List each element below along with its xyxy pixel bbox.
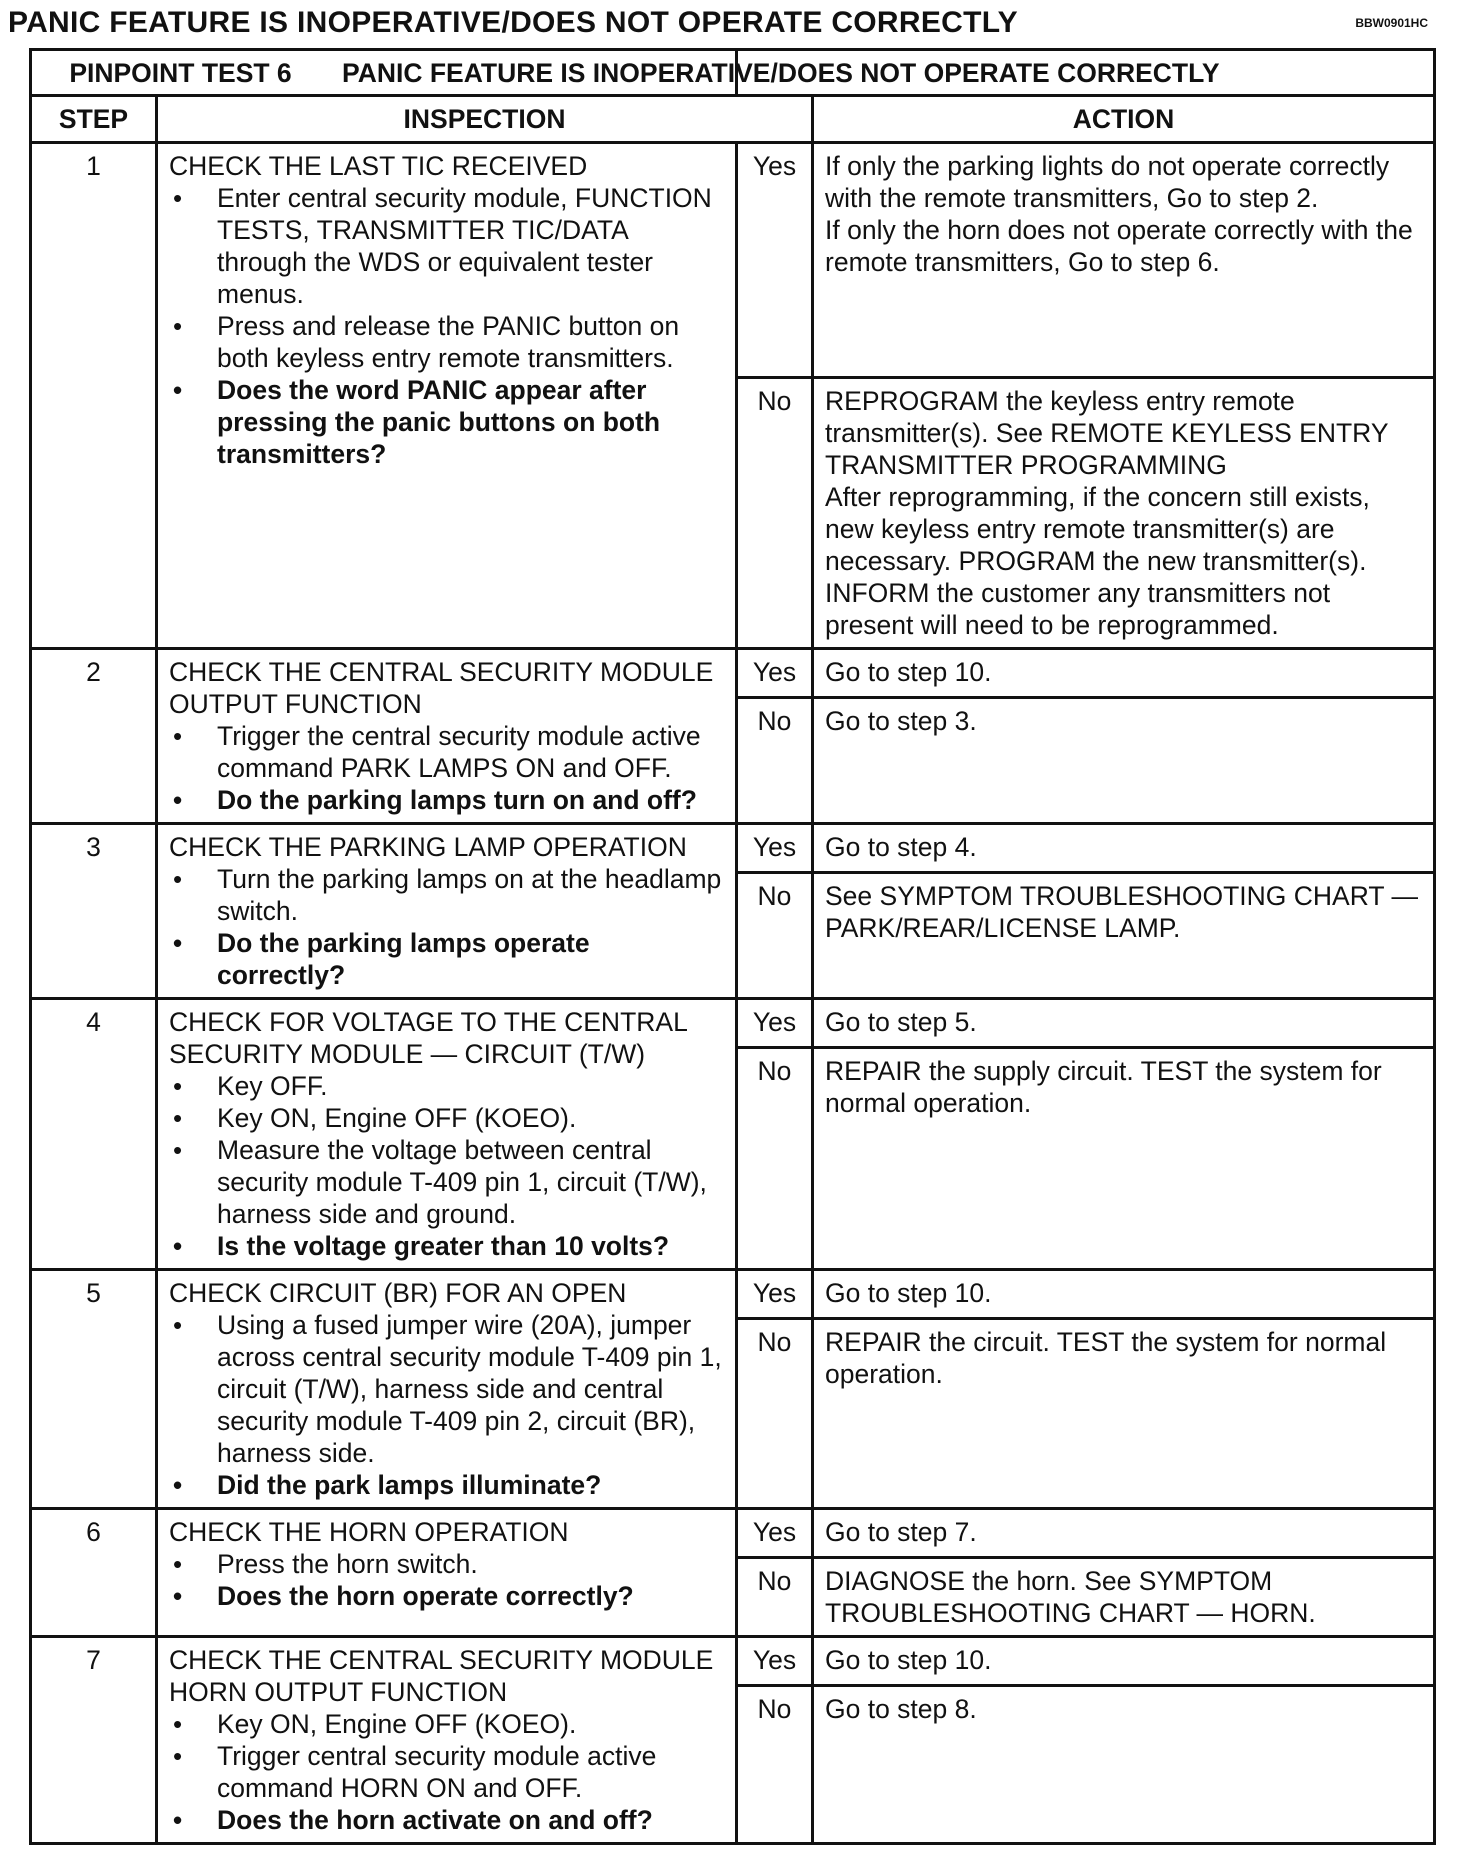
inspection-cell	[157, 1270, 737, 1509]
inspection-heading: CHECK THE HORN OPERATION	[169, 1517, 569, 1547]
yes-label: Yes	[737, 143, 813, 378]
header-row	[31, 96, 1435, 143]
inspection-question: • Do the parking lamps turn on and off?	[169, 784, 724, 816]
yes-action	[813, 824, 1435, 873]
no-label: No	[737, 1558, 813, 1637]
inspection-cell	[157, 143, 737, 649]
figure-code: BBW0901HC	[1355, 16, 1428, 30]
inspection-heading: CHECK THE LAST TIC RECEIVED	[169, 151, 588, 181]
inspection-question: • Does the word PANIC appear after pressing the panic buttons on both transmitters?	[169, 374, 724, 470]
step-row	[31, 143, 1435, 378]
test-label-cell	[31, 50, 1220, 96]
inspection-bullet: • Turn the parking lamps on at the headlamp switch.	[169, 863, 724, 927]
page-title: PANIC FEATURE IS INOPERATIVE/DOES NOT OPERATE CORRECTLY	[8, 6, 1018, 39]
inspection-heading: CHECK CIRCUIT (BR) FOR AN OPEN	[169, 1278, 627, 1308]
action-text: If only the parking lights do not operate correctly with the remote transmitters, Go to step 2.	[825, 151, 1390, 213]
inspection-bullets	[169, 863, 724, 991]
step-number: 5	[31, 1270, 157, 1509]
yes-label: Yes	[737, 1637, 813, 1686]
inspection-bullet: • Key ON, Engine OFF (KOEO).	[169, 1102, 724, 1134]
action-text: REPROGRAM the keyless entry remote transmitter(s). See REMOTE KEYLESS ENTRY TRANSMITTER PROGRAMMING	[825, 386, 1389, 480]
inspection-question: • Is the voltage greater than 10 volts?	[169, 1230, 724, 1262]
action-text: REPAIR the supply circuit. TEST the system for normal operation.	[825, 1056, 1382, 1118]
inspection-bullet: • Key ON, Engine OFF (KOEO).	[169, 1708, 724, 1740]
no-action	[813, 698, 1435, 824]
no-label: No	[737, 698, 813, 824]
step-row	[31, 1270, 1435, 1319]
inspection-heading: CHECK FOR VOLTAGE TO THE CENTRAL SECURITY MODULE — CIRCUIT (T/W)	[169, 1007, 687, 1069]
action-text: Go to step 4.	[825, 832, 977, 862]
step-row	[31, 1637, 1435, 1686]
inspection-cell	[157, 1637, 737, 1844]
inspection-bullets	[169, 720, 724, 816]
step-row	[31, 824, 1435, 873]
step-number: 7	[31, 1637, 157, 1844]
yes-label: Yes	[737, 999, 813, 1048]
no-action	[813, 873, 1435, 999]
no-action	[813, 1558, 1435, 1637]
yes-label: Yes	[737, 1270, 813, 1319]
step-row	[31, 1509, 1435, 1558]
step-number: 1	[31, 143, 157, 649]
action-text: After reprogramming, if the concern still exists, new keyless entry remote transmitter(s) are necessary. PROGRAM the new transmitter(s). INFORM the customer any transmitters not present will need to be reprogrammed.	[825, 482, 1370, 640]
inspection-heading: CHECK THE PARKING LAMP OPERATION	[169, 832, 687, 862]
inspection-bullets	[169, 1548, 724, 1612]
inspection-bullet: • Trigger central security module active command HORN ON and OFF.	[169, 1740, 724, 1804]
inspection-heading: CHECK THE CENTRAL SECURITY MODULE OUTPUT FUNCTION	[169, 657, 714, 719]
no-label: No	[737, 873, 813, 999]
no-label: No	[737, 378, 813, 649]
inspection-bullet: • Trigger the central security module active command PARK LAMPS ON and OFF.	[169, 720, 724, 784]
header-step: STEP	[31, 96, 157, 143]
inspection-cell	[157, 999, 737, 1270]
step-number: 4	[31, 999, 157, 1270]
action-text: DIAGNOSE the horn. See SYMPTOM TROUBLESHOOTING CHART — HORN.	[825, 1566, 1316, 1628]
action-text: Go to step 10.	[825, 657, 992, 687]
no-action	[813, 1048, 1435, 1270]
inspection-question: • Does the horn activate on and off?	[169, 1804, 724, 1836]
test-label: PINPOINT TEST 6	[69, 58, 292, 88]
inspection-cell	[157, 824, 737, 999]
header-inspection: INSPECTION	[157, 96, 813, 143]
inspection-bullet: • Press and release the PANIC button on both keyless entry remote transmitters.	[169, 310, 724, 374]
yes-label: Yes	[737, 824, 813, 873]
inspection-bullets	[169, 1708, 724, 1836]
step-number: 3	[31, 824, 157, 999]
yes-action	[813, 649, 1435, 698]
step-number: 6	[31, 1509, 157, 1637]
step-row	[31, 649, 1435, 698]
action-text: If only the horn does not operate correctly with the remote transmitters, Go to step 6.	[825, 215, 1413, 277]
step-number: 2	[31, 649, 157, 824]
inspection-cell	[157, 649, 737, 824]
yes-action	[813, 1270, 1435, 1319]
inspection-bullet: • Using a fused jumper wire (20A), jumper across central security module T-409 pin 1, circuit (T/W), harness side and central security module T-409 pin 2, circuit (BR), harness side.	[169, 1309, 724, 1469]
action-text: REPAIR the circuit. TEST the system for normal operation.	[825, 1327, 1387, 1389]
no-action	[813, 1319, 1435, 1509]
yes-label: Yes	[737, 1509, 813, 1558]
steps-body	[31, 143, 1435, 1844]
header-action: ACTION	[813, 96, 1435, 143]
no-label: No	[737, 1686, 813, 1844]
yes-action	[813, 1637, 1435, 1686]
inspection-bullet: • Key OFF.	[169, 1070, 724, 1102]
inspection-bullet: • Press the horn switch.	[169, 1548, 724, 1580]
action-text: See SYMPTOM TROUBLESHOOTING CHART — PARK/REAR/LICENSE LAMP.	[825, 881, 1418, 943]
no-label: No	[737, 1319, 813, 1509]
inspection-bullet: • Measure the voltage between central security module T-409 pin 1, circuit (T/W), harness side and ground.	[169, 1134, 724, 1230]
inspection-bullets	[169, 1309, 724, 1501]
action-text: Go to step 7.	[825, 1517, 977, 1547]
action-text: Go to step 10.	[825, 1645, 992, 1675]
action-text: Go to step 8.	[825, 1694, 977, 1724]
no-action	[813, 378, 1435, 649]
inspection-question: • Do the parking lamps operate correctly?	[169, 927, 724, 991]
inspection-question: • Does the horn operate correctly?	[169, 1580, 724, 1612]
no-action	[813, 1686, 1435, 1844]
yes-action	[813, 1509, 1435, 1558]
no-label: No	[737, 1048, 813, 1270]
inspection-bullets	[169, 182, 724, 470]
action-text: Go to step 5.	[825, 1007, 977, 1037]
inspection-heading: CHECK THE CENTRAL SECURITY MODULE HORN OUTPUT FUNCTION	[169, 1645, 714, 1707]
yes-action	[813, 999, 1435, 1048]
inspection-bullets	[169, 1070, 724, 1262]
inspection-question: • Did the park lamps illuminate?	[169, 1469, 724, 1501]
yes-action	[813, 143, 1435, 378]
test-title-row	[31, 50, 1435, 96]
inspection-bullet: • Enter central security module, FUNCTION TESTS, TRANSMITTER TIC/DATA through the WDS or equivalent tester menus.	[169, 182, 724, 310]
inspection-cell	[157, 1509, 737, 1637]
yes-label: Yes	[737, 649, 813, 698]
pinpoint-test-table	[29, 48, 1436, 1845]
action-text: Go to step 10.	[825, 1278, 992, 1308]
action-text: Go to step 3.	[825, 706, 977, 736]
step-row	[31, 999, 1435, 1048]
test-title: PANIC FEATURE IS INOPERATIVE/DOES NOT OPERATE CORRECTLY	[342, 58, 1220, 88]
